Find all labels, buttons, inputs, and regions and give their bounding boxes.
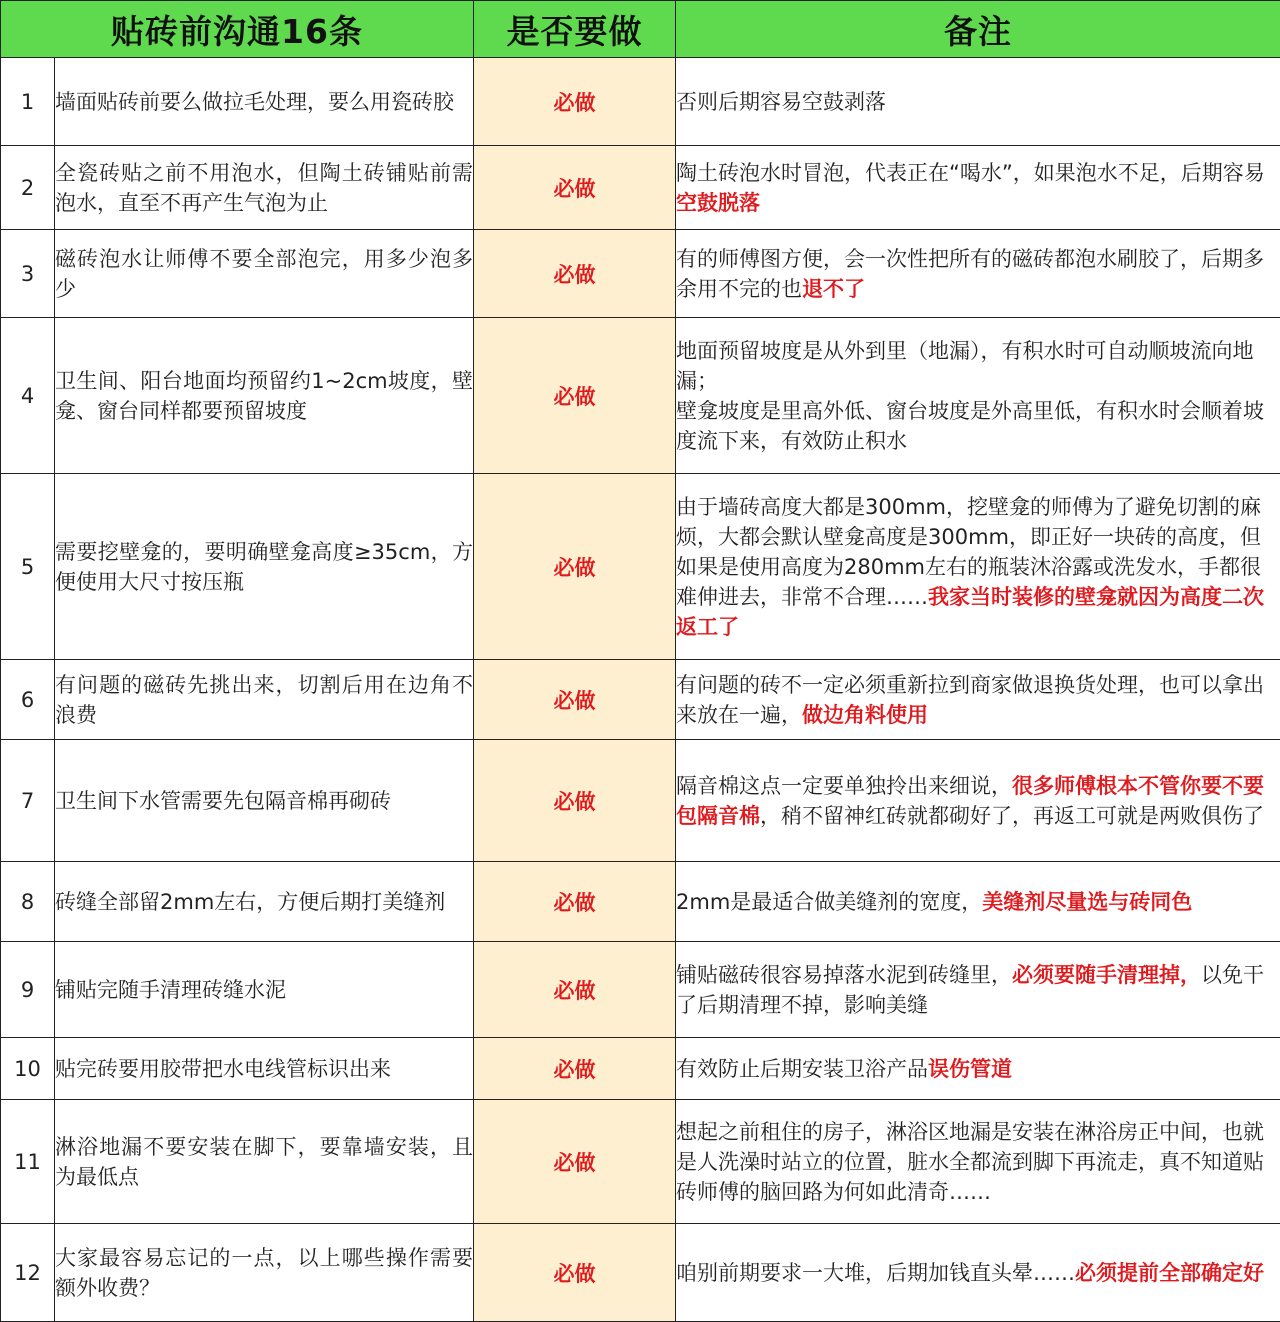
row-number: 12 bbox=[1, 1224, 55, 1322]
row-required-flag: 必做 bbox=[474, 1038, 676, 1100]
column-header-note: 备注 bbox=[676, 1, 1280, 58]
row-required-flag: 必做 bbox=[474, 942, 676, 1038]
table-row bbox=[1, 942, 1280, 1038]
row-item-text: 全瓷砖贴之前不用泡水，但陶土砖铺贴前需泡水，直至不再产生气泡为止 bbox=[55, 146, 474, 230]
note-text: 地面预留坡度是从外到里（地漏），有积水时可自动顺坡流向地漏； 壁龛坡度是里高外低、窗台坡度是外高里低，有积水时会顺着坡度流下来，有效防止积水 bbox=[676, 339, 1264, 453]
row-number: 7 bbox=[1, 740, 55, 862]
row-number: 4 bbox=[1, 318, 55, 474]
note-text: 否则后期容易空鼓剥落 bbox=[676, 90, 886, 114]
row-required-flag: 必做 bbox=[474, 230, 676, 318]
table-row bbox=[1, 1038, 1280, 1100]
row-item-text: 磁砖泡水让师傅不要全部泡完，用多少泡多少 bbox=[55, 230, 474, 318]
table-row bbox=[1, 318, 1280, 474]
row-number: 5 bbox=[1, 474, 55, 660]
row-note bbox=[676, 862, 1280, 942]
row-item-text: 砖缝全部留2mm左右，方便后期打美缝剂 bbox=[55, 862, 474, 942]
note-highlight: 很多师傅根本不管你要不要包隔音棉 bbox=[676, 774, 1264, 828]
row-note bbox=[676, 740, 1280, 862]
note-highlight: 退不了 bbox=[802, 277, 865, 301]
row-number: 1 bbox=[1, 58, 55, 146]
row-number: 9 bbox=[1, 942, 55, 1038]
row-note bbox=[676, 146, 1280, 230]
table-row bbox=[1, 660, 1280, 740]
row-item-text: 铺贴完随手清理砖缝水泥 bbox=[55, 942, 474, 1038]
note-text: 想起之前租住的房子，淋浴区地漏是安装在淋浴房正中间，也就是人洗澡时站立的位置，脏水全都流到脚下再流走，真不知道贴砖师傅的脑回路为何如此清奇…… bbox=[676, 1120, 1264, 1204]
note-text: 有的师傅图方便，会一次性把所有的磁砖都泡水刷胶了，后期多余用不完的也 bbox=[676, 247, 1264, 301]
note-highlight: 误伤管道 bbox=[928, 1057, 1012, 1081]
row-item-text: 墙面贴砖前要么做拉毛处理，要么用瓷砖胶 bbox=[55, 58, 474, 146]
table-row bbox=[1, 230, 1280, 318]
row-note bbox=[676, 474, 1280, 660]
row-item-text: 淋浴地漏不要安装在脚下，要靠墙安装，且为最低点 bbox=[55, 1100, 474, 1224]
table-row bbox=[1, 862, 1280, 942]
row-required-flag: 必做 bbox=[474, 660, 676, 740]
note-highlight: 美缝剂尽量选与砖同色 bbox=[982, 890, 1192, 914]
row-required-flag: 必做 bbox=[474, 1100, 676, 1224]
row-item-text: 卫生间、阳台地面均预留约1~2cm坡度，壁龛、窗台同样都要预留坡度 bbox=[55, 318, 474, 474]
note-highlight: 空鼓脱落 bbox=[676, 191, 760, 215]
note-text: ，稍不留神红砖就都砌好了，再返工可就是两败俱伤了 bbox=[760, 804, 1264, 828]
row-note bbox=[676, 58, 1280, 146]
note-text: 有问题的砖不一定必须重新拉到商家做退换货处理，也可以拿出来放在一遍， bbox=[676, 673, 1264, 727]
row-number: 11 bbox=[1, 1100, 55, 1224]
row-required-flag: 必做 bbox=[474, 862, 676, 942]
note-highlight: 做边角料使用 bbox=[802, 703, 928, 727]
note-text: 隔音棉这点一定要单独拎出来细说， bbox=[676, 774, 1012, 798]
row-required-flag: 必做 bbox=[474, 474, 676, 660]
table-row bbox=[1, 58, 1280, 146]
table-title: 贴砖前沟通16条 bbox=[1, 1, 474, 58]
row-note bbox=[676, 230, 1280, 318]
table-row bbox=[1, 474, 1280, 660]
row-item-text: 需要挖壁龛的，要明确壁龛高度≥35cm，方便使用大尺寸按压瓶 bbox=[55, 474, 474, 660]
note-text: 2mm是最适合做美缝剂的宽度， bbox=[676, 890, 982, 914]
row-note bbox=[676, 660, 1280, 740]
row-note bbox=[676, 318, 1280, 474]
header-row bbox=[1, 1, 1280, 58]
row-required-flag: 必做 bbox=[474, 58, 676, 146]
row-number: 2 bbox=[1, 146, 55, 230]
note-text: 以免干了后期清理不掉，影响美缝 bbox=[676, 963, 1264, 1017]
note-text: 陶土砖泡水时冒泡，代表正在“喝水”，如果泡水不足，后期容易 bbox=[676, 161, 1265, 185]
row-number: 3 bbox=[1, 230, 55, 318]
row-required-flag: 必做 bbox=[474, 1224, 676, 1322]
note-highlight: 我家当时装修的壁龛就因为高度二次返工了 bbox=[676, 585, 1264, 639]
note-text: 由于墙砖高度大都是300mm，挖壁龛的师傅为了避免切割的麻烦，大都会默认壁龛高度是300mm，即正好一块砖的高度，但如果是使用高度为280mm左右的瓶装沐浴露或洗发水，手都很难伸进去，非常不合理…… bbox=[676, 495, 1261, 609]
table-row bbox=[1, 740, 1280, 862]
row-item-text: 有问题的磁砖先挑出来，切割后用在边角不浪费 bbox=[55, 660, 474, 740]
row-item-text: 贴完砖要用胶带把水电线管标识出来 bbox=[55, 1038, 474, 1100]
row-number: 6 bbox=[1, 660, 55, 740]
row-number: 8 bbox=[1, 862, 55, 942]
note-highlight: 必须要随手清理掉， bbox=[1012, 963, 1201, 987]
row-note bbox=[676, 1224, 1280, 1322]
row-item-text: 卫生间下水管需要先包隔音棉再砌砖 bbox=[55, 740, 474, 862]
row-item-text: 大家最容易忘记的一点，以上哪些操作需要额外收费？ bbox=[55, 1224, 474, 1322]
row-note bbox=[676, 1038, 1280, 1100]
table-row bbox=[1, 1100, 1280, 1224]
table-row bbox=[1, 1224, 1280, 1322]
table-row bbox=[1, 146, 1280, 230]
note-highlight: 必须提前全部确定好 bbox=[1075, 1261, 1264, 1285]
row-note bbox=[676, 1100, 1280, 1224]
row-required-flag: 必做 bbox=[474, 740, 676, 862]
row-note bbox=[676, 942, 1280, 1038]
row-required-flag: 必做 bbox=[474, 318, 676, 474]
note-text: 铺贴磁砖很容易掉落水泥到砖缝里， bbox=[676, 963, 1012, 987]
column-header-required: 是否要做 bbox=[474, 1, 676, 58]
row-number: 10 bbox=[1, 1038, 55, 1100]
note-text: 咱别前期要求一大堆，后期加钱直头晕…… bbox=[676, 1261, 1075, 1285]
note-text: 有效防止后期安装卫浴产品 bbox=[676, 1057, 928, 1081]
row-required-flag: 必做 bbox=[474, 146, 676, 230]
